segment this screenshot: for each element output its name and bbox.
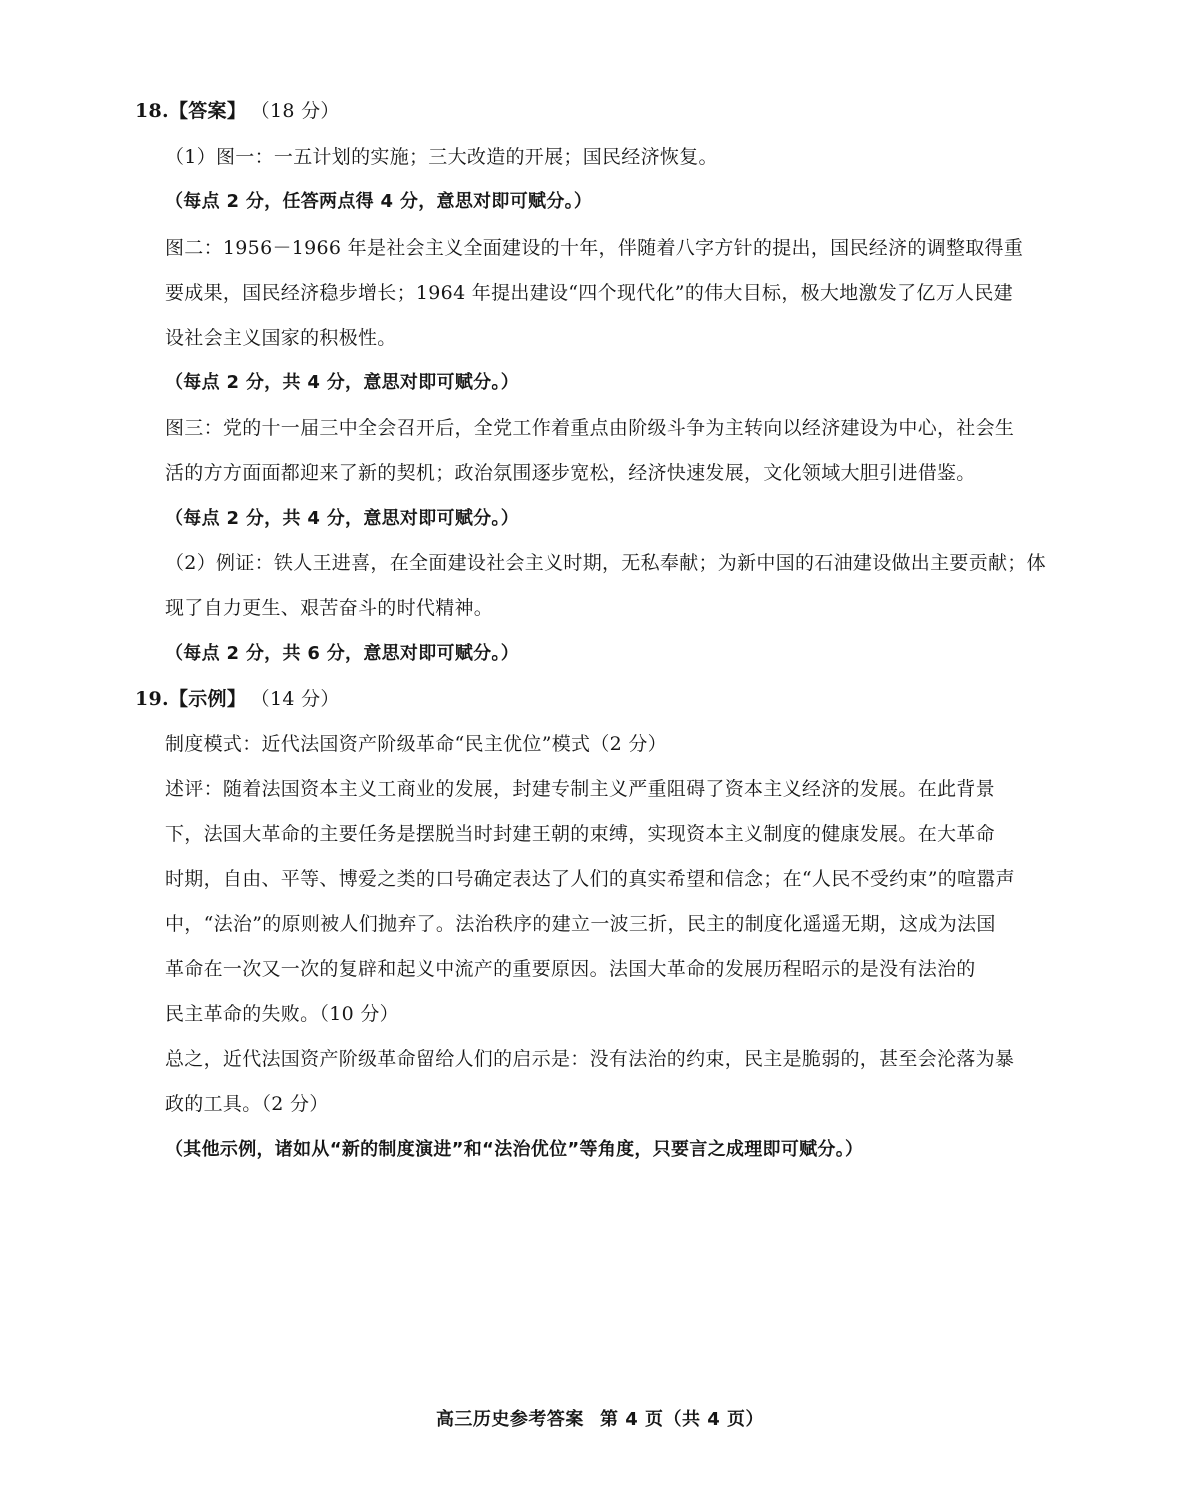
question-18-number: 18.【答案】	[135, 100, 247, 122]
footer-page-number: 第 4 页（共 4 页）	[599, 1409, 765, 1430]
q18-scoring-note-2: （每点 2 分，共 4 分，意思对即可赋分。）	[165, 372, 520, 393]
question-18-heading	[135, 97, 340, 125]
footer-doc-title: 高三历史参考答案	[435, 1409, 584, 1430]
q19-comment-line4: 中，“法治”的原则被人们抛弃了。法治秩序的建立一波三折，民主的制度化遥遥无期，这成为法国	[165, 913, 996, 935]
q19-comment-line6: 民主革命的失败。（10 分）	[165, 1003, 399, 1025]
question-18-points: （18 分）	[260, 100, 340, 122]
q19-conclusion-line1: 总之，近代法国资产阶级革命留给人们的启示是：没有法治的约束，民主是脆弱的，甚至会沦落为暴	[165, 1048, 1015, 1070]
q19-comment-line2: 下，法国大革命的主要任务是摆脱当时封建王朝的束缚，实现资本主义制度的健康发展。在大革命	[165, 823, 995, 845]
q19-conclusion-line2: 政的工具。（2 分）	[165, 1093, 329, 1115]
q19-comment-line3: 时期，自由、平等、博爱之类的口号确定表达了人们的真实希望和信念；在“人民不受约束”的喧嚣声	[165, 868, 1015, 890]
question-19-points: （14 分）	[260, 688, 340, 710]
q18-figure3-line1: 图三：党的十一届三中全会召开后，全党工作着重点由阶级斗争为主转向以经济建设为中心，社会生	[165, 417, 1015, 439]
q19-comment-line5: 革命在一次又一次的复辟和起义中流产的重要原因。法国大革命的发展历程昭示的是没有法治的	[165, 958, 976, 980]
q18-scoring-note-4: （每点 2 分，共 6 分，意思对即可赋分。）	[165, 643, 520, 664]
q18-figure3-line2: 活的方方面面都迎来了新的契机；政治氛围逐步宽松，经济快速发展，文化领域大胆引进借鉴。	[165, 462, 976, 484]
q18-scoring-note-3: （每点 2 分，共 4 分，意思对即可赋分。）	[165, 508, 520, 529]
q18-part2-line1: （2）例证：铁人王进喜，在全面建设社会主义时期，无私奉献；为新中国的石油建设做出主要贡献；体	[165, 552, 1046, 574]
q18-part2-line2: 现了自力更生、艰苦奋斗的时代精神。	[165, 597, 494, 619]
q18-figure2-line3: 设社会主义国家的积极性。	[165, 327, 397, 349]
q18-figure2-line1: 图二：1956－1966 年是社会主义全面建设的十年，伴随着八字方针的提出，国民经济的调整取得重	[165, 237, 1024, 259]
q19-model-line: 制度模式：近代法国资产阶级革命“民主优位”模式（2 分）	[165, 733, 667, 755]
q18-figure2-line2: 要成果，国民经济稳步增长；1964 年提出建设“四个现代化”的伟大目标，极大地激发了亿万人民建	[165, 282, 1013, 304]
question-19-heading	[135, 685, 340, 713]
q18-scoring-note-1: （每点 2 分，任答两点得 4 分，意思对即可赋分。）	[165, 191, 593, 212]
question-19-number: 19.【示例】	[135, 688, 247, 710]
page-footer	[0, 1405, 1200, 1431]
q18-part1-figure1: （1）图一：一五计划的实施；三大改造的开展；国民经济恢复。	[165, 146, 718, 168]
q19-comment-line1: 述评：随着法国资本主义工商业的发展，封建专制主义严重阻碍了资本主义经济的发展。在此背景	[165, 778, 995, 800]
q19-scoring-note: （其他示例，诸如从“新的制度演进”和“法治优位”等角度，只要言之成理即可赋分。）	[165, 1139, 864, 1160]
